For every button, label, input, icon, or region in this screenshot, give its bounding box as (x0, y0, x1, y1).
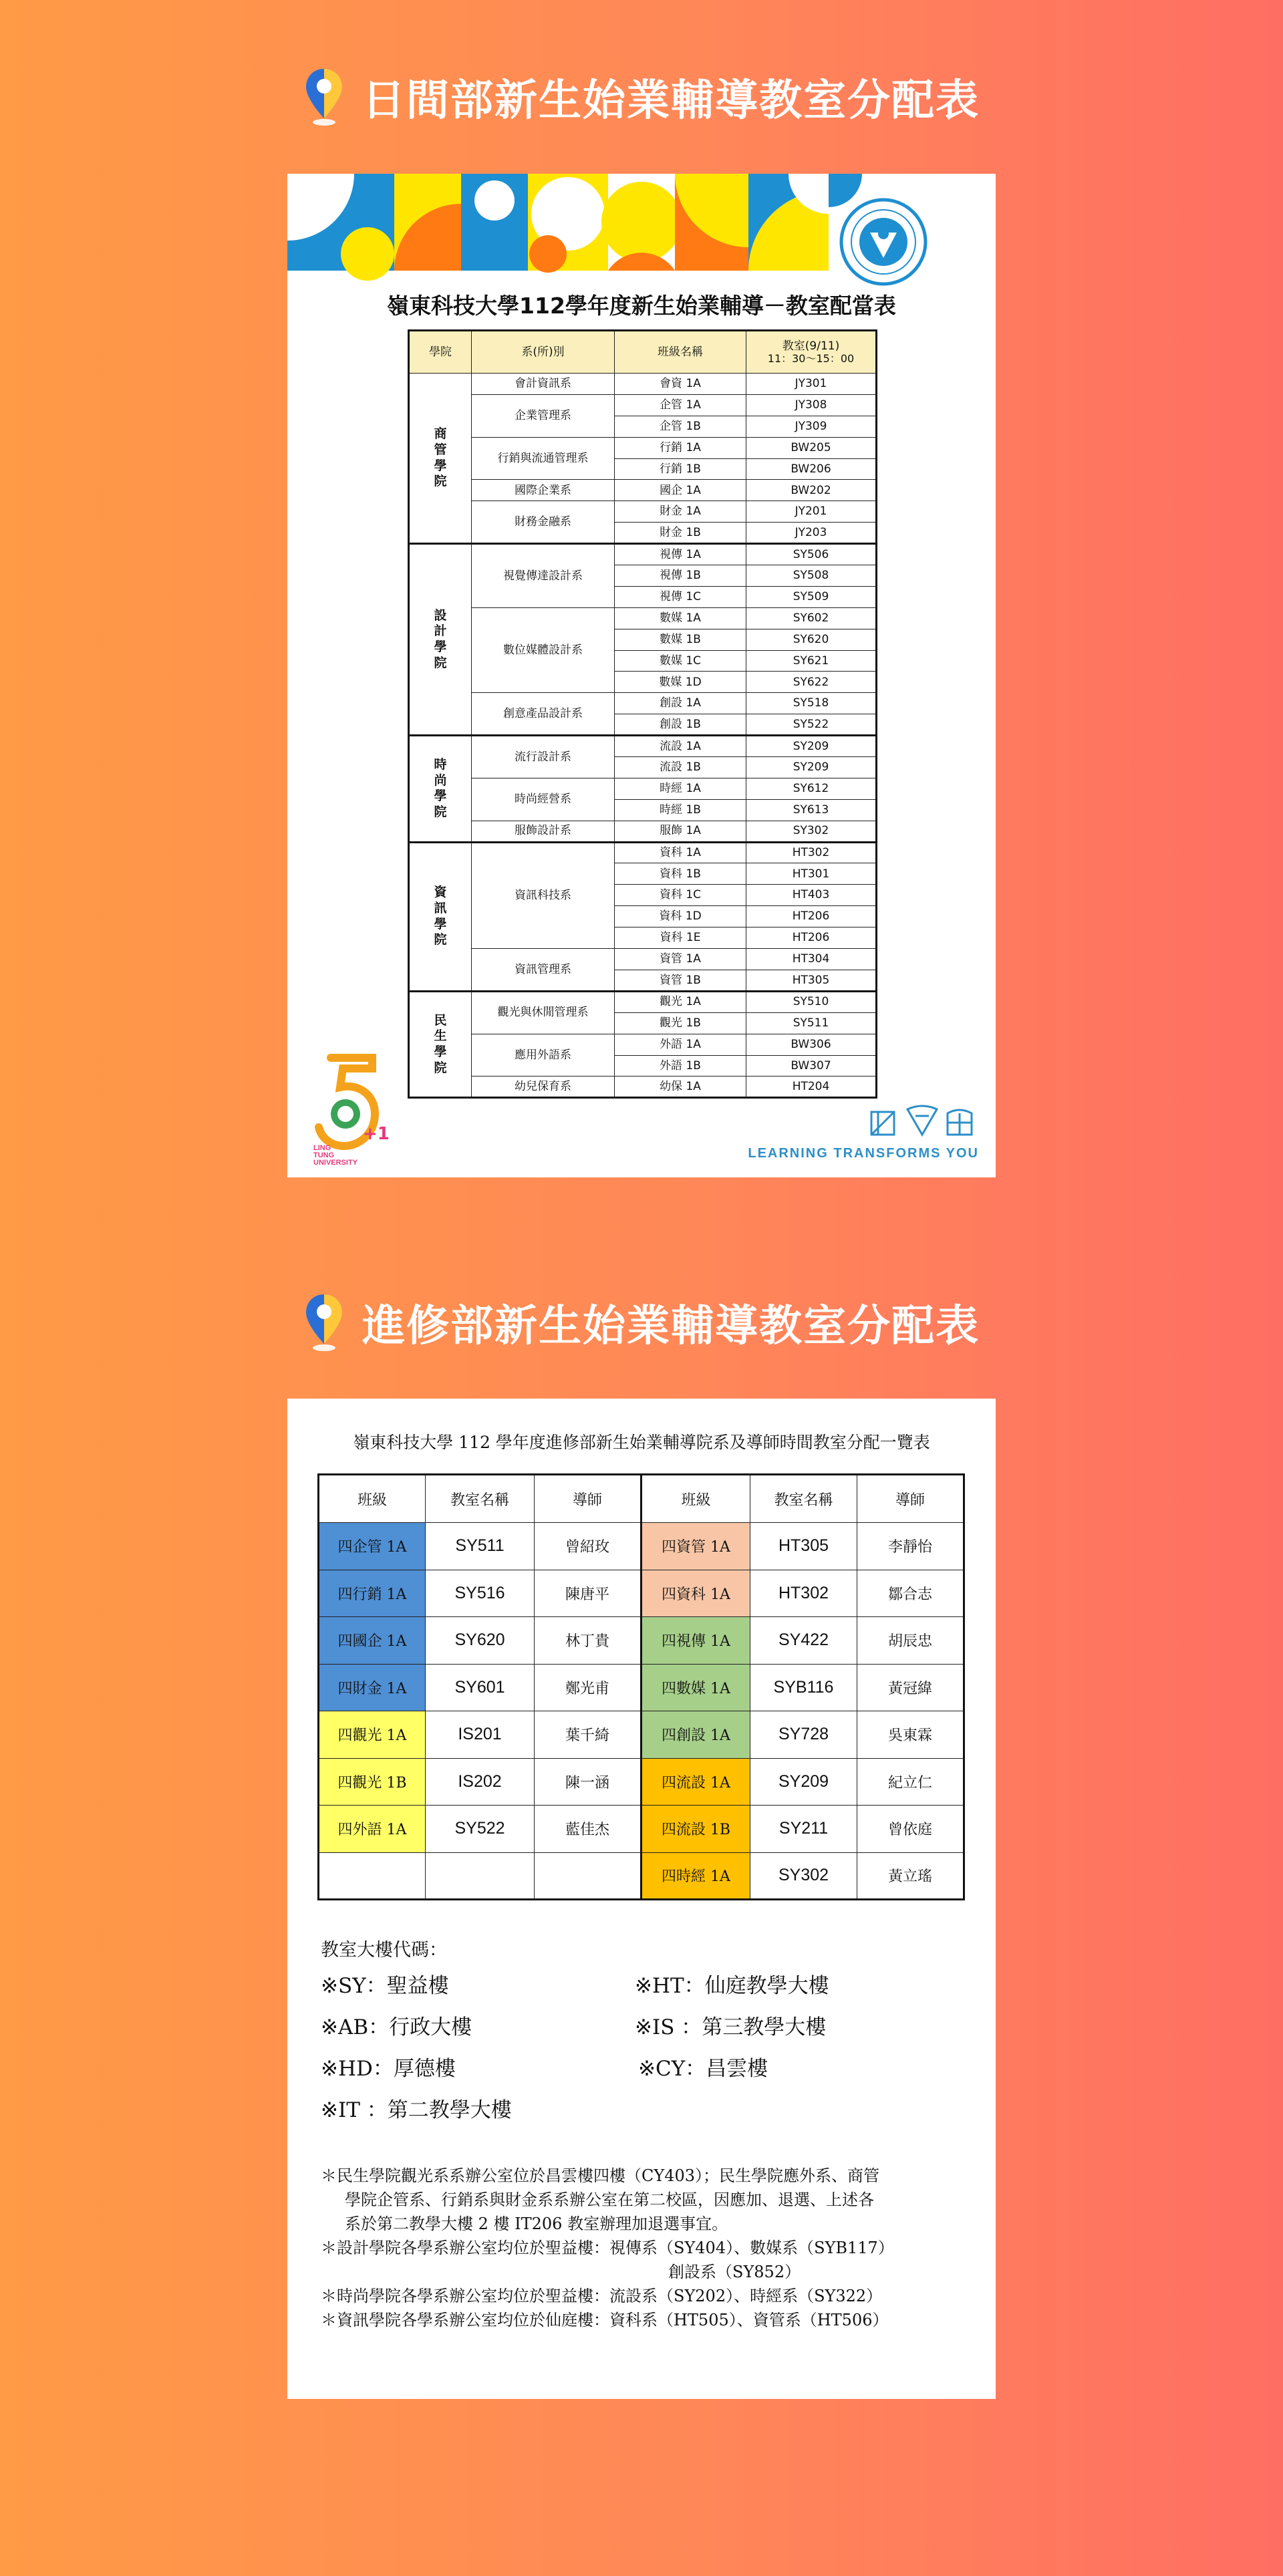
class-cell: 財金 1A (615, 501, 746, 523)
location-pin-icon (303, 66, 345, 128)
college-char: 學 (434, 916, 447, 932)
room-cell: SY511 (426, 1523, 535, 1570)
room-cell: IS201 (426, 1711, 535, 1759)
tutor-cell: 藍佳杰 (535, 1806, 642, 1853)
class-cell: 外語 1B (615, 1055, 746, 1077)
class-cell: 四創設 1A (642, 1711, 750, 1759)
class-cell: 國企 1A (615, 480, 746, 501)
table-row (409, 1034, 877, 1055)
table-row (409, 437, 877, 458)
night-table-body (319, 1523, 964, 1900)
code-is: ※IS ：第三教學大樓 (635, 2015, 827, 2039)
room-cell: SY506 (746, 544, 877, 565)
class-cell: 觀光 1A (615, 991, 746, 1012)
dept-cell: 企業管理系 (472, 394, 615, 437)
college-char: 生 (434, 1028, 447, 1044)
room-cell: SY622 (746, 672, 877, 693)
room-cell: HT305 (746, 970, 877, 991)
room-cell: SY511 (746, 1012, 877, 1034)
room-cell: HT302 (746, 842, 877, 863)
room-cell: SY602 (746, 607, 877, 629)
class-cell: 流設 1A (615, 736, 746, 757)
room-cell: SY518 (746, 693, 877, 714)
note-line: ＊資訊學院各學系辦公室均位於仙庭樓：資科系（HT505）、資管系（HT506） (321, 2311, 889, 2329)
class-cell: 創設 1A (615, 693, 746, 714)
header-tutor-left: 導師 (535, 1475, 642, 1523)
table-row (409, 693, 877, 714)
dept-cell: 資訊管理系 (472, 949, 615, 992)
class-cell: 四時經 1A (642, 1852, 750, 1900)
table-row (319, 1570, 964, 1617)
class-cell: 四流設 1A (642, 1758, 750, 1806)
note-line: 系於第二教學大樓 2 樓 IT206 教室辦理加退選事宜。 (345, 2214, 728, 2233)
note-line: 創設系（SY852） (668, 2263, 801, 2281)
dept-cell: 國際企業系 (472, 480, 615, 501)
header-room-label: 教室(9/11) (782, 339, 840, 353)
room-cell: SY601 (426, 1664, 535, 1711)
room-cell: SY522 (746, 714, 877, 736)
class-cell: 企管 1A (615, 394, 746, 416)
room-cell: BW206 (746, 458, 877, 480)
day-section-title: 日間部新生始業輔導教室分配表 (362, 76, 980, 126)
tutor-cell (535, 1852, 642, 1900)
class-cell (319, 1852, 426, 1900)
room-cell: HT206 (746, 927, 877, 949)
class-cell: 四資管 1A (642, 1523, 750, 1570)
code-ht: ※HT：仙庭教學大樓 (635, 1974, 829, 1998)
night-poster (287, 1399, 996, 2399)
building-codes-heading: 教室大樓代碼： (321, 1940, 447, 1961)
class-cell: 四觀光 1B (319, 1758, 426, 1806)
table-row (319, 1617, 964, 1665)
university-emblem-icon (839, 198, 928, 286)
class-cell: 企管 1B (615, 416, 746, 437)
room-cell: SYB116 (750, 1664, 857, 1711)
room-cell: HT301 (746, 863, 877, 885)
tutor-cell: 吳東霖 (857, 1711, 964, 1759)
dept-cell: 流行設計系 (472, 736, 615, 778)
college-char: 設 (434, 607, 447, 623)
college-char: 學 (434, 1044, 447, 1060)
table-row (409, 842, 877, 863)
table-row (409, 480, 877, 501)
tutor-cell: 黃立瑤 (857, 1852, 964, 1900)
class-cell: 四外語 1A (319, 1806, 426, 1853)
class-cell: 資科 1B (615, 863, 746, 885)
room-cell: JY308 (746, 394, 877, 416)
logo-text-university: UNIVERSITY (313, 1159, 358, 1167)
room-cell: HT204 (746, 1077, 877, 1098)
room-cell: SY620 (426, 1617, 535, 1665)
college-char: 院 (434, 1060, 447, 1075)
college-char: 管 (434, 442, 447, 457)
class-cell: 四流設 1B (642, 1806, 750, 1853)
room-cell: HT305 (750, 1523, 857, 1570)
college-char: 院 (434, 474, 447, 489)
logo-text-ling: LING (313, 1144, 331, 1152)
header-class-right: 班級 (642, 1475, 750, 1523)
college-char: 院 (434, 932, 447, 948)
college-cell (409, 374, 472, 544)
dept-cell: 財務金融系 (472, 501, 615, 544)
class-cell: 資管 1B (615, 970, 746, 991)
class-cell: 視傳 1B (615, 565, 746, 587)
table-row (319, 1852, 964, 1900)
room-cell: SY508 (746, 565, 877, 587)
dept-cell: 服飾設計系 (472, 821, 615, 842)
table-row (409, 821, 877, 842)
room-cell: JY309 (746, 416, 877, 437)
code-sy: ※SY：聖益樓 (321, 1974, 449, 1998)
college-cell (409, 544, 472, 736)
table-row (409, 949, 877, 970)
room-cell: JY203 (746, 523, 877, 544)
table-row (319, 1664, 964, 1711)
day-room-table (408, 329, 877, 1099)
header-tutor-right: 導師 (857, 1475, 964, 1523)
class-cell: 四企管 1A (319, 1523, 426, 1570)
dept-cell: 時尚經營系 (472, 778, 615, 821)
table-row (319, 1806, 964, 1853)
class-cell: 視傳 1C (615, 586, 746, 607)
night-room-table (317, 1473, 965, 1900)
ling-tung-50th-logo (311, 1052, 390, 1167)
class-cell: 創設 1B (615, 714, 746, 736)
college-char: 學 (434, 789, 447, 804)
room-cell: BW307 (746, 1055, 877, 1077)
college-char: 訊 (434, 900, 447, 915)
room-cell: SY302 (746, 821, 877, 842)
room-cell: SY728 (750, 1711, 857, 1759)
tutor-cell: 鄒合志 (857, 1570, 964, 1617)
header-dept: 系(所)別 (472, 331, 615, 374)
code-cy: ※CY：昌雲樓 (638, 2057, 768, 2081)
class-cell: 服飾 1A (615, 821, 746, 842)
dept-cell: 會計資訊系 (472, 374, 615, 395)
day-table-body (409, 374, 877, 1098)
svg-text:+1: +1 (363, 1124, 390, 1144)
note-line: ＊時尚學院各學系辦公室均位於聖益樓：流設系（SY202）、時經系（SY322） (321, 2287, 883, 2305)
room-cell: SY612 (746, 778, 877, 799)
college-char: 學 (434, 458, 447, 473)
table-header-row (319, 1475, 964, 1523)
class-cell: 數媒 1A (615, 607, 746, 629)
table-row (409, 736, 877, 757)
class-cell: 行銷 1B (615, 458, 746, 480)
header-room (746, 331, 877, 374)
class-cell: 視傳 1A (615, 544, 746, 565)
dept-cell: 幼兒保育系 (472, 1077, 615, 1098)
campus-icons (869, 1103, 976, 1139)
tutor-cell: 紀立仁 (857, 1758, 964, 1806)
college-cell (409, 991, 472, 1097)
dept-cell: 觀光與休閒管理系 (472, 991, 615, 1034)
class-cell: 四行銷 1A (319, 1570, 426, 1617)
office-notes (321, 2164, 976, 2332)
class-cell: 行銷 1A (615, 437, 746, 458)
room-cell: IS202 (426, 1758, 535, 1806)
code-ab: ※AB：行政大樓 (321, 2015, 472, 2039)
class-cell: 資管 1A (615, 949, 746, 970)
college-char: 資 (434, 885, 447, 900)
room-cell (426, 1852, 535, 1900)
class-cell: 四國企 1A (319, 1617, 426, 1665)
class-cell: 四數媒 1A (642, 1664, 750, 1711)
class-cell: 數媒 1C (615, 650, 746, 672)
note-line: ＊民生學院觀光系系辦公室位於昌雲樓四樓（CY403）；民生學院應外系、商管 (321, 2166, 880, 2185)
college-char: 商 (434, 426, 447, 442)
tutor-cell: 葉千綺 (535, 1711, 642, 1759)
college-cell (409, 736, 472, 842)
table-row (409, 1077, 877, 1098)
class-cell: 資科 1D (615, 906, 746, 927)
code-hd: ※HD：厚德樓 (321, 2057, 456, 2081)
college-char: 院 (434, 655, 447, 670)
day-poster (287, 174, 996, 1177)
tutor-cell: 陳唐平 (535, 1570, 642, 1617)
room-cell: JY201 (746, 501, 877, 523)
room-cell: SY209 (746, 736, 877, 757)
table-row (409, 991, 877, 1012)
class-cell: 資科 1E (615, 927, 746, 949)
logo-text-tung: TUNG (313, 1151, 335, 1159)
room-cell: BW306 (746, 1034, 877, 1055)
table-row (409, 607, 877, 629)
header-class-left: 班級 (319, 1475, 426, 1523)
note-line: 學院企管系、行銷系與財金系系辦公室在第二校區，因應加、退選、上述各 (345, 2190, 874, 2209)
header-room-left: 教室名稱 (426, 1475, 535, 1523)
table-row (319, 1758, 964, 1806)
header-college: 學院 (409, 331, 472, 374)
class-cell: 外語 1A (615, 1034, 746, 1055)
day-section-header (0, 60, 1283, 134)
class-cell: 財金 1B (615, 523, 746, 544)
class-cell: 四觀光 1A (319, 1711, 426, 1759)
class-cell: 四視傳 1A (642, 1617, 750, 1665)
college-char: 尚 (434, 772, 447, 788)
table-row (319, 1711, 964, 1759)
header-room-time: 11：30～15：00 (767, 351, 855, 365)
table-row (409, 501, 877, 523)
night-section-title: 進修部新生始業輔導教室分配表 (362, 1302, 980, 1351)
table-row (409, 544, 877, 565)
class-cell: 數媒 1D (615, 672, 746, 693)
tutor-cell: 李靜怡 (857, 1523, 964, 1570)
class-cell: 流設 1B (615, 757, 746, 778)
dept-cell: 資訊科技系 (472, 842, 615, 948)
tutor-cell: 林丁貴 (535, 1617, 642, 1665)
tutor-cell: 曾紹玫 (535, 1523, 642, 1570)
college-char: 計 (434, 623, 447, 639)
room-cell: SY211 (750, 1806, 857, 1853)
night-section-header (0, 1286, 1283, 1359)
room-cell: SY422 (750, 1617, 857, 1665)
dept-cell: 數位媒體設計系 (472, 607, 615, 693)
dept-cell: 應用外語系 (472, 1034, 615, 1077)
class-cell: 時經 1B (615, 799, 746, 821)
room-cell: SY510 (746, 991, 877, 1012)
room-cell: HT304 (746, 949, 877, 970)
room-cell: SY209 (750, 1758, 857, 1806)
class-cell: 四資科 1A (642, 1570, 750, 1617)
night-poster-title: 嶺東科技大學 112 學年度進修部新生始業輔導院系及導師時間教室分配一覽表 (353, 1433, 930, 1452)
class-cell: 幼保 1A (615, 1077, 746, 1098)
college-cell (409, 842, 472, 991)
code-it: ※IT ：第二教學大樓 (321, 2098, 512, 2122)
room-cell: HT206 (746, 906, 877, 927)
room-cell: HT302 (750, 1570, 857, 1617)
room-cell: SY522 (426, 1806, 535, 1853)
room-cell: SY621 (746, 650, 877, 672)
class-cell: 時經 1A (615, 778, 746, 799)
table-row (409, 394, 877, 416)
tagline: LEARNING TRANSFORMS YOU (748, 1146, 979, 1161)
tutor-cell: 曾依庭 (857, 1806, 964, 1853)
college-char: 學 (434, 639, 447, 655)
class-cell: 資科 1C (615, 885, 746, 906)
table-row (319, 1523, 964, 1570)
note-line: ＊設計學院各學系辦公室均位於聖益樓：視傳系（SY404）、數媒系（SYB117） (321, 2239, 894, 2257)
tutor-cell: 鄭光甫 (535, 1664, 642, 1711)
room-cell: SY613 (746, 799, 877, 821)
college-char: 院 (434, 805, 447, 820)
room-cell: SY509 (746, 586, 877, 607)
class-cell: 數媒 1B (615, 629, 746, 650)
tutor-cell: 陳一涵 (535, 1758, 642, 1806)
room-cell: SY209 (746, 757, 877, 778)
tutor-cell: 黃冠緯 (857, 1664, 964, 1711)
table-row (409, 374, 877, 395)
room-cell: JY301 (746, 374, 877, 395)
room-cell: SY620 (746, 629, 877, 650)
table-header-row (409, 331, 877, 374)
dept-cell: 視覺傳達設計系 (472, 544, 615, 608)
dept-cell: 創意產品設計系 (472, 693, 615, 736)
room-cell: BW202 (746, 480, 877, 501)
class-cell: 四財金 1A (319, 1664, 426, 1711)
room-cell: SY516 (426, 1570, 535, 1617)
room-cell: SY302 (750, 1852, 857, 1900)
tutor-cell: 胡辰忠 (857, 1617, 964, 1665)
table-row (409, 778, 877, 799)
room-cell: BW205 (746, 437, 877, 458)
class-cell: 資科 1A (615, 842, 746, 863)
room-cell: HT403 (746, 885, 877, 906)
location-pin-icon (303, 1292, 345, 1353)
dept-cell: 行銷與流通管理系 (472, 437, 615, 480)
college-char: 時 (434, 756, 447, 772)
header-room-right: 教室名稱 (750, 1475, 857, 1523)
college-char: 民 (434, 1012, 447, 1028)
class-cell: 觀光 1B (615, 1012, 746, 1034)
class-cell: 會資 1A (615, 374, 746, 395)
header-class: 班級名稱 (615, 331, 746, 374)
day-poster-title: 嶺東科技大學112學年度新生始業輔導－教室配當表 (387, 293, 896, 319)
